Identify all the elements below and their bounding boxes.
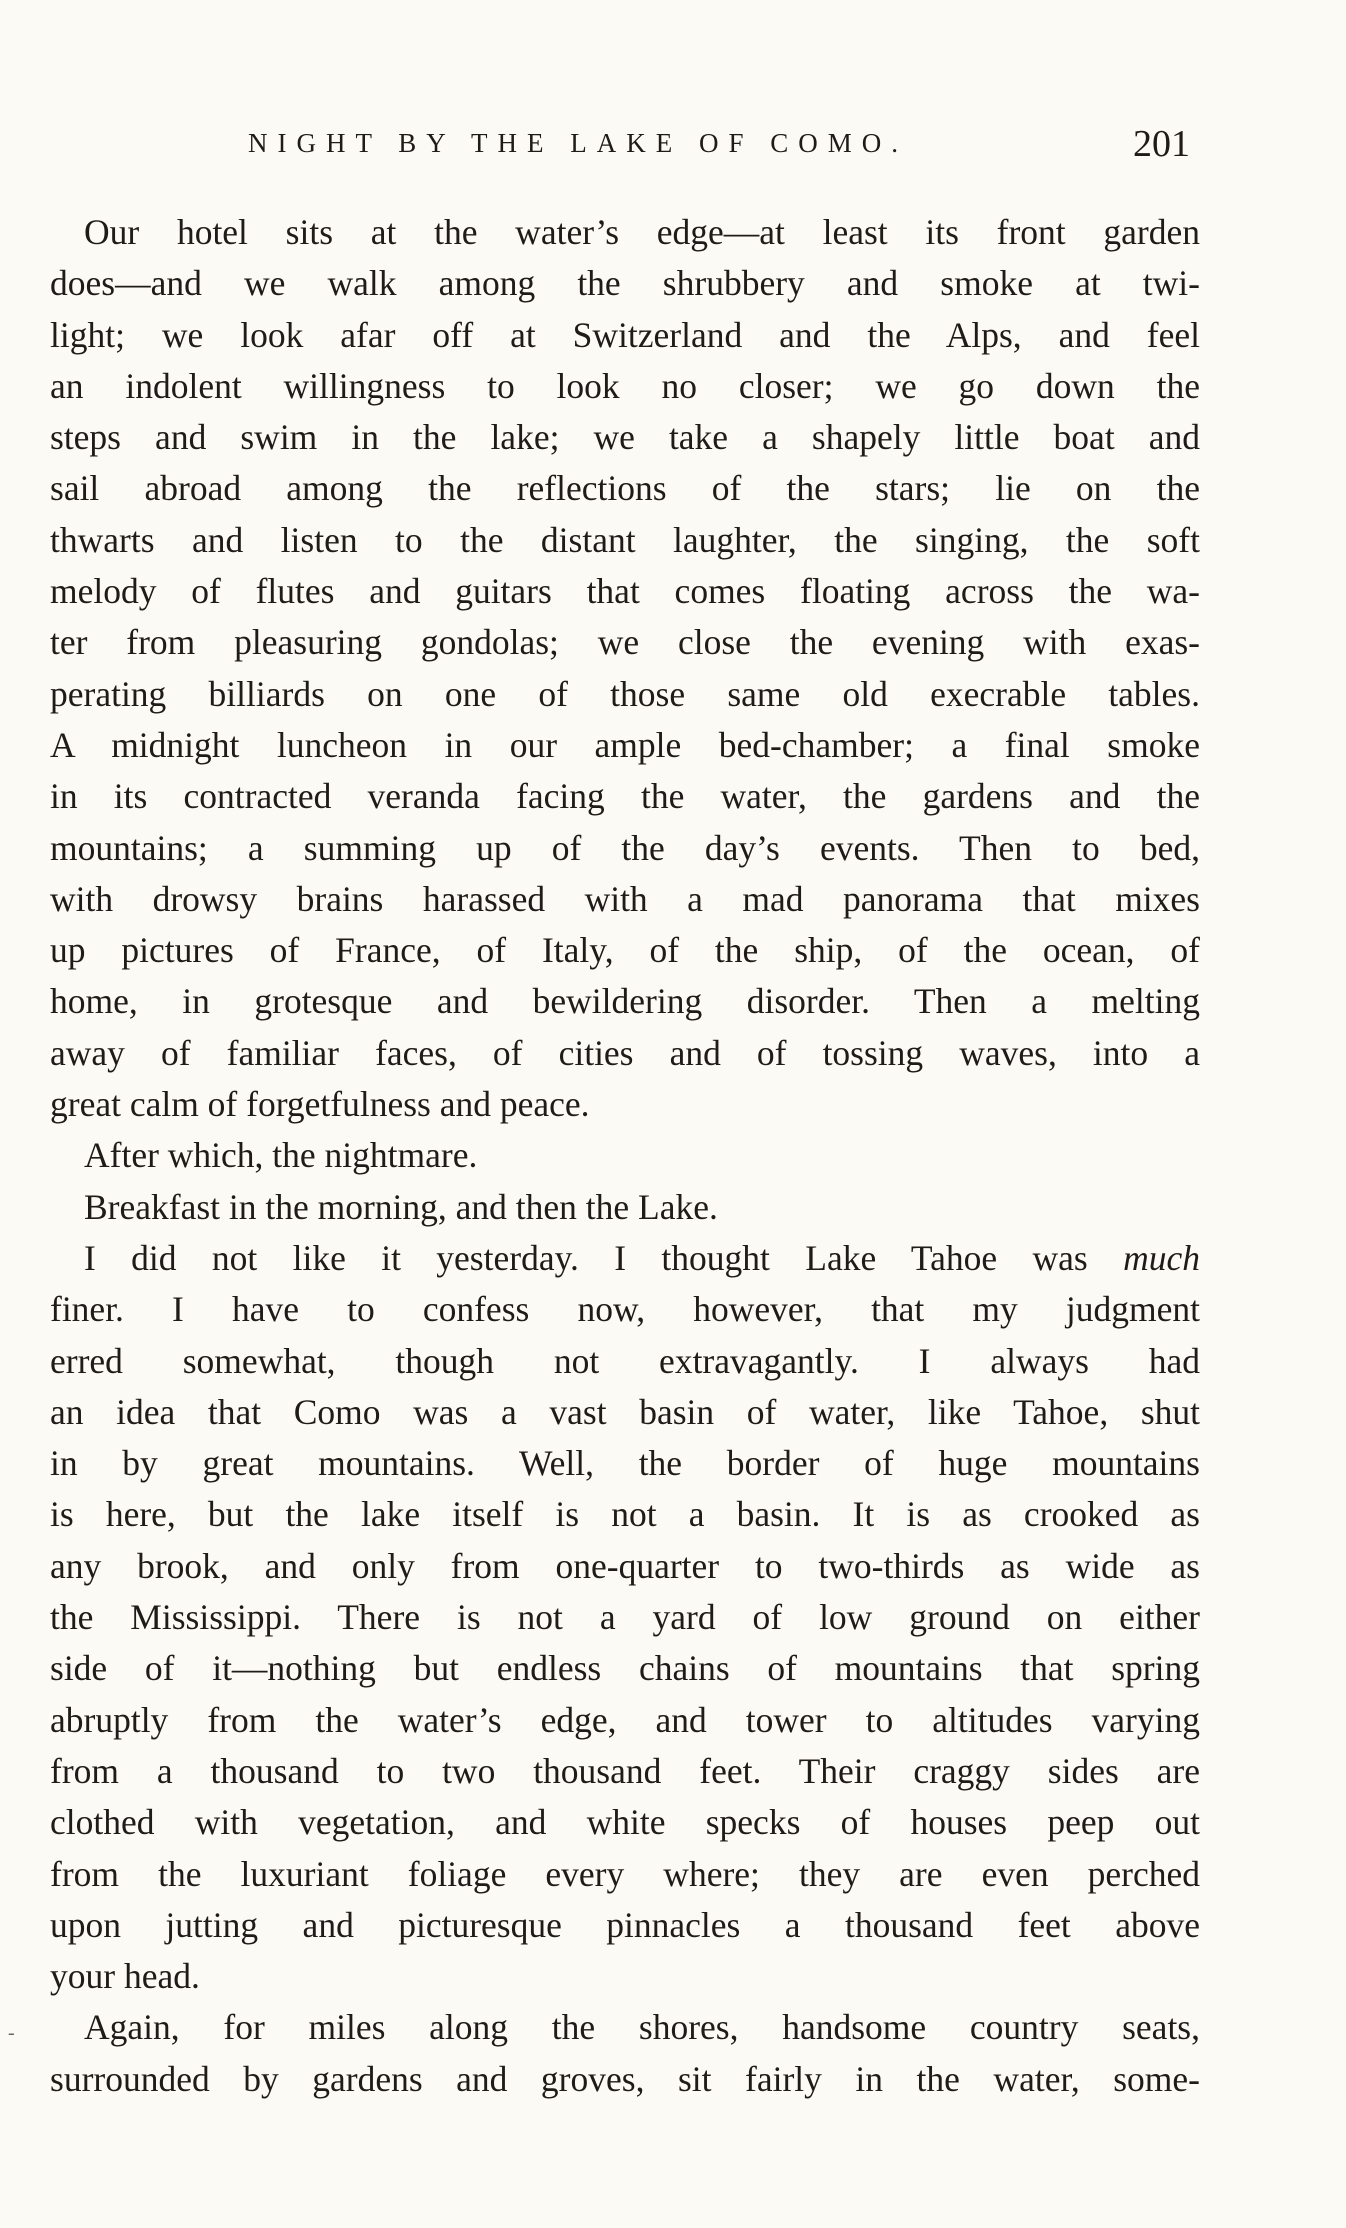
- text-line: in its contracted veranda facing the water, the gardens and the: [50, 776, 1200, 817]
- text-line: with drowsy brains harassed with a mad panorama that mixes: [50, 878, 1200, 919]
- text-line: your head.: [50, 1956, 200, 1997]
- text-line: After which, the nightmare.: [84, 1135, 478, 1176]
- text-line: any brook, and only from one-quarter to two-thirds as wide as: [50, 1545, 1200, 1586]
- text-line: surrounded by gardens and groves, sit fairly in the water, some-: [50, 2058, 1200, 2099]
- text-line: abruptly from the water’s edge, and tower to altitudes varying: [50, 1699, 1200, 1740]
- text-line: side of it—nothing but endless chains of mountains that spring: [50, 1648, 1200, 1689]
- text-line: mountains; a summing up of the day’s events. Then to bed,: [50, 827, 1200, 868]
- running-title: NIGHT BY THE LAKE OF COMO.: [248, 128, 909, 158]
- text-line: ter from pleasuring gondolas; we close the evening with exas-: [50, 622, 1200, 663]
- text-line: clothed with vegetation, and white specks of houses peep out: [50, 1802, 1200, 1843]
- margin-mark: -: [8, 2022, 15, 2044]
- text-line: the Mississippi. There is not a yard of low ground on either: [50, 1597, 1200, 1638]
- text-line: I did not like it yesterday. I thought Lake Tahoe was much: [84, 1237, 1200, 1278]
- text-line: in by great mountains. Well, the border of huge mountains: [50, 1443, 1200, 1484]
- text-line: Breakfast in the morning, and then the Lake.: [84, 1186, 718, 1227]
- text-line: great calm of forgetfulness and peace.: [50, 1084, 590, 1125]
- text-line: thwarts and listen to the distant laughter, the singing, the soft: [50, 519, 1200, 560]
- italic-emphasis: much: [1123, 1237, 1200, 1278]
- text-line: an indolent willingness to look no closer; we go down the: [50, 365, 1200, 406]
- text-line: melody of flutes and guitars that comes floating across the wa-: [50, 571, 1200, 612]
- text-line: perating billiards on one of those same old execrable tables.: [50, 673, 1200, 714]
- text-line: Our hotel sits at the water’s edge—at least its front garden: [84, 212, 1200, 252]
- text-line: does—and we walk among the shrubbery and smoke at twi-: [50, 263, 1200, 304]
- text-line: away of familiar faces, of cities and of tossing waves, into a: [50, 1032, 1200, 1073]
- text-line: erred somewhat, though not extravagantly. I always had: [50, 1340, 1200, 1381]
- text-line: is here, but the lake itself is not a basin. It is as crooked as: [50, 1494, 1200, 1535]
- text-line: sail abroad among the reflections of the stars; lie on the: [50, 468, 1200, 509]
- text-line: Again, for miles along the shores, handsome country seats,: [84, 2007, 1200, 2048]
- text-line: an idea that Como was a vast basin of water, like Tahoe, shut: [50, 1391, 1200, 1432]
- text-line: up pictures of France, of Italy, of the ship, of the ocean, of: [50, 930, 1200, 971]
- running-head: [248, 122, 1190, 170]
- text-line: home, in grotesque and bewildering disorder. Then a melting: [50, 981, 1200, 1022]
- text-line: light; we look afar off at Switzerland and the Alps, and feel: [50, 314, 1200, 355]
- body-text: [50, 207, 1200, 2105]
- page-number: 201: [1133, 123, 1190, 165]
- text-line: from the luxuriant foliage every where; they are even perched: [50, 1853, 1200, 1894]
- text-line: upon jutting and picturesque pinnacles a thousand feet above: [50, 1904, 1200, 1945]
- text-line: finer. I have to confess now, however, that my judgment: [50, 1289, 1200, 1330]
- text-line: from a thousand to two thousand feet. Their craggy sides are: [50, 1750, 1200, 1791]
- text-line: A midnight luncheon in our ample bed-chamber; a final smoke: [50, 724, 1200, 765]
- text-line: steps and swim in the lake; we take a shapely little boat and: [50, 417, 1200, 458]
